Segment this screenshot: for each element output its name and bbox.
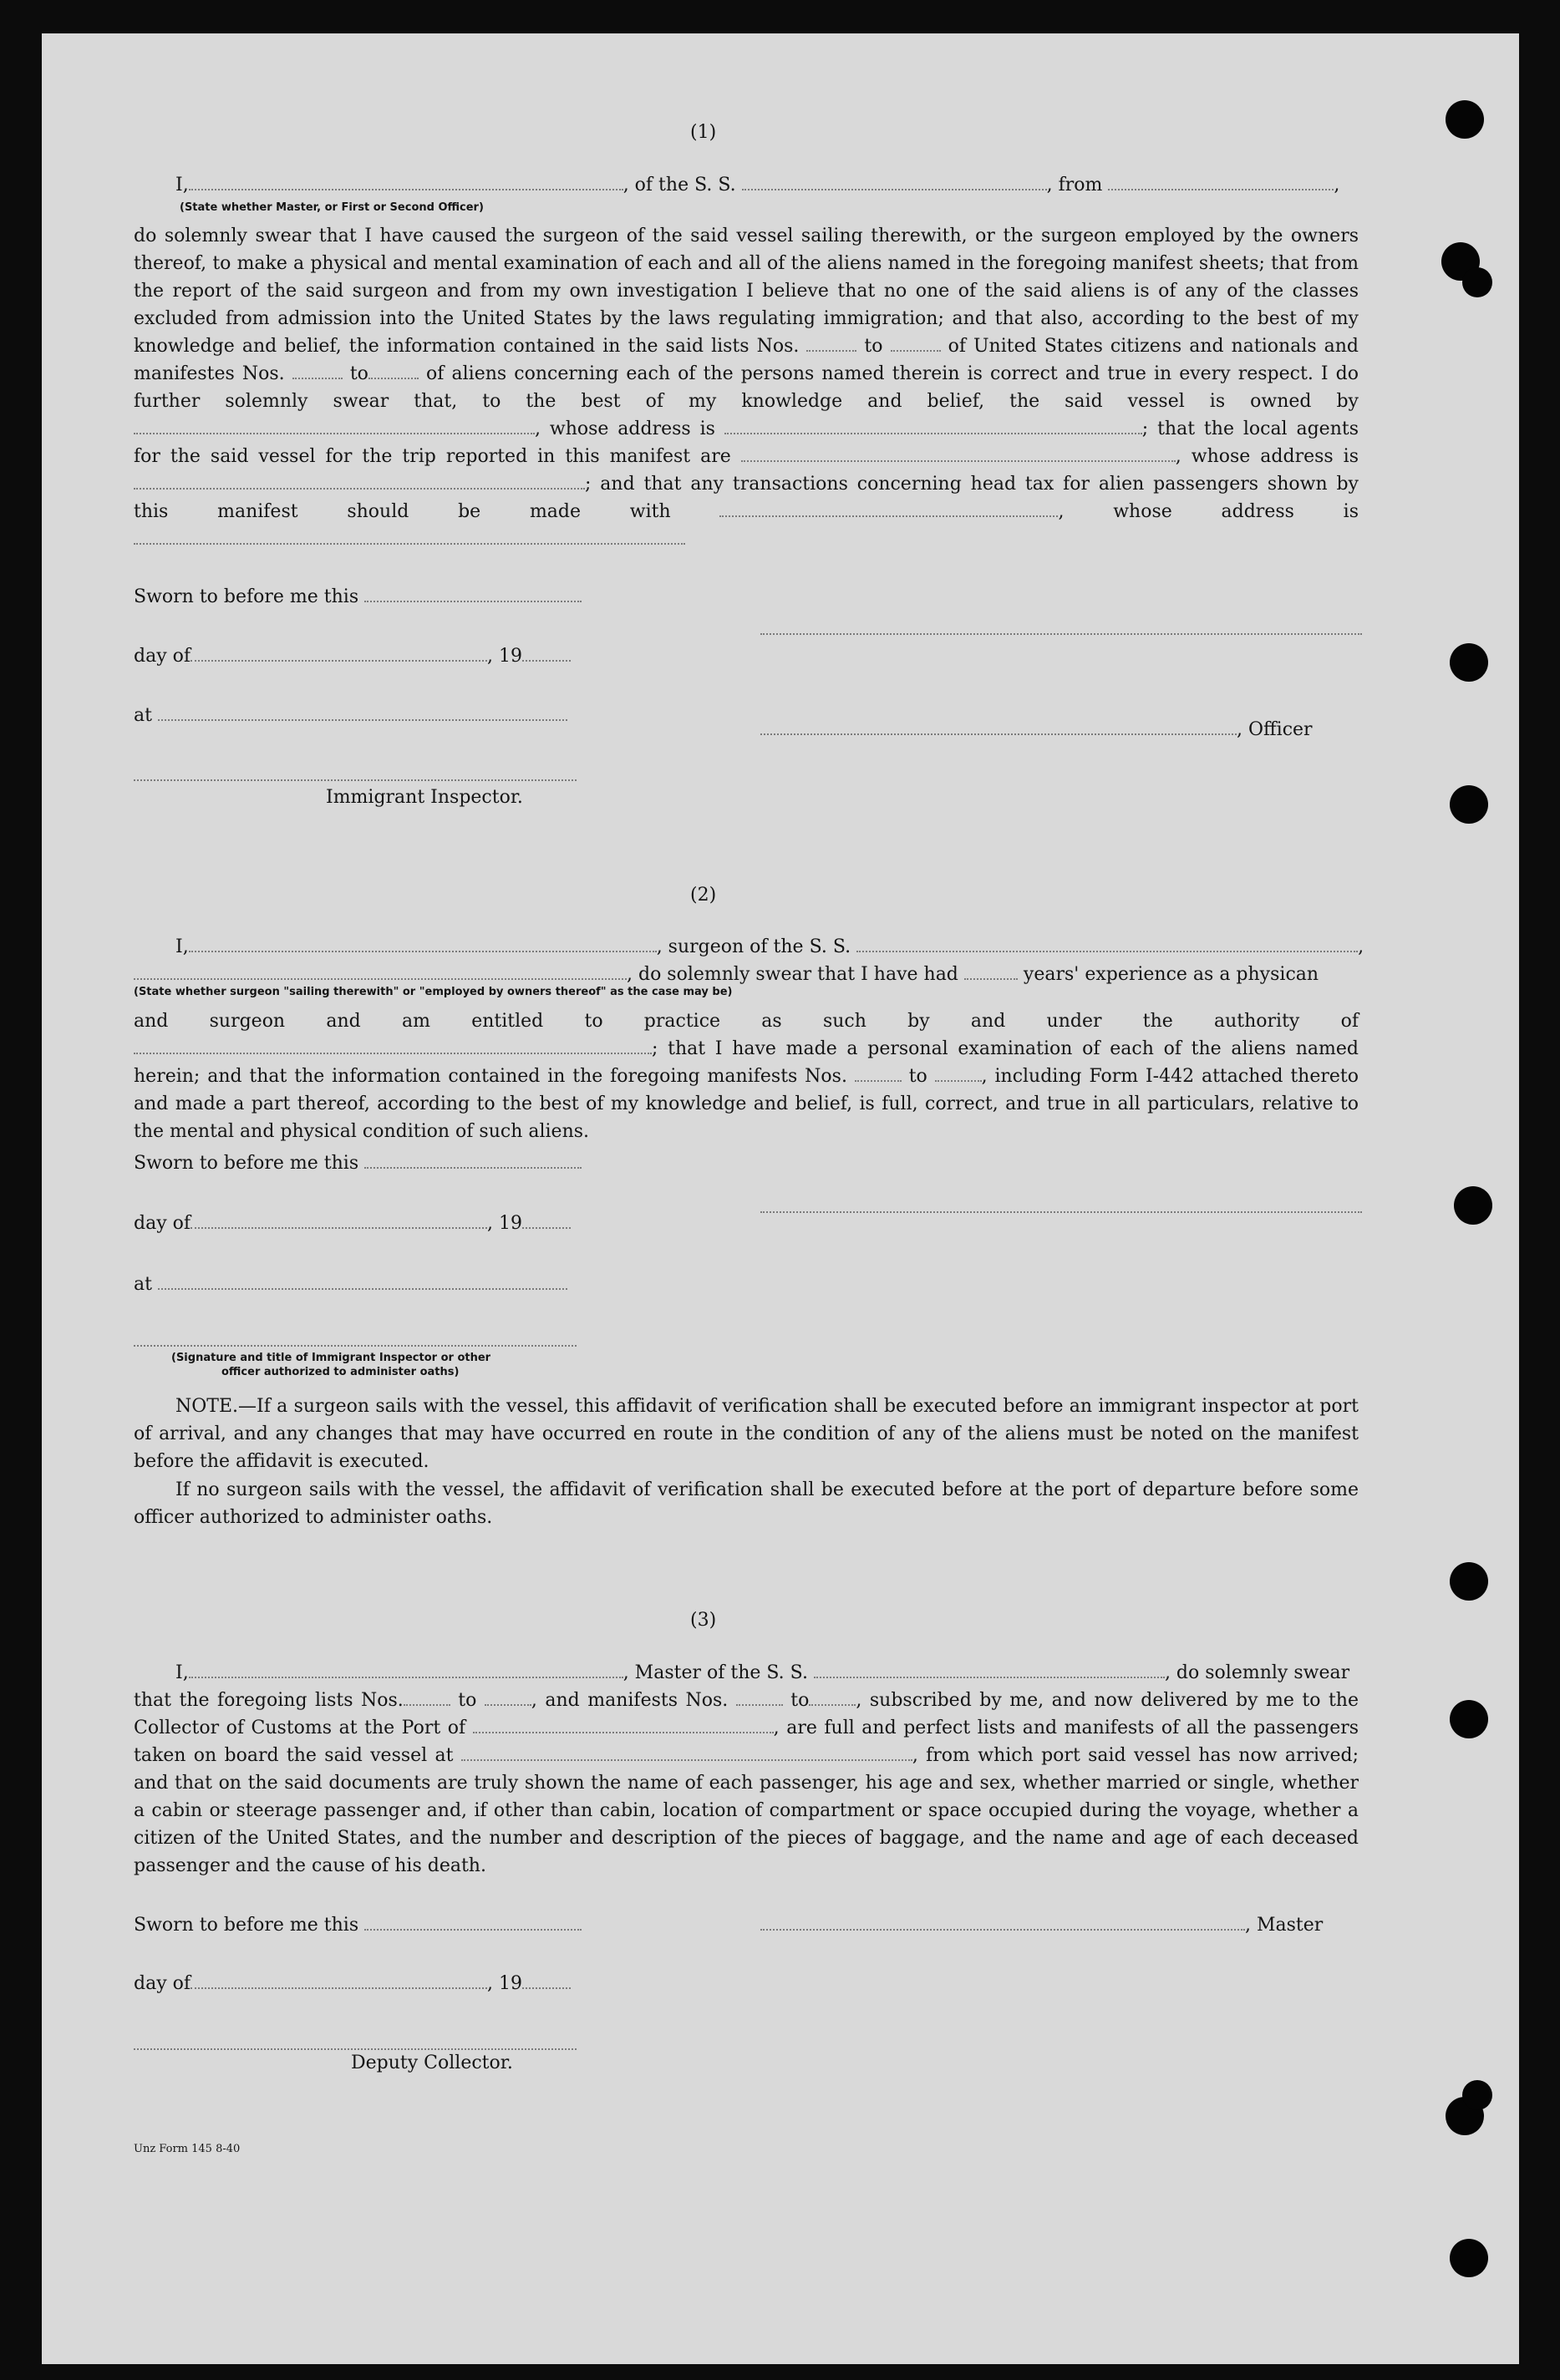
contact-address-field[interactable] [134, 528, 685, 545]
officer-line: , Officer [760, 716, 1313, 744]
citizens-list-to-field[interactable] [891, 335, 941, 352]
section3-paragraph: that the foregoing lists Nos. to , and manifests Nos. to , subscribed by me, and now delivered by me to the Collector of Customs at the Port of , are full and perfect lists and manifests of all the passengers taken on board the said vessel at , from which port said vessel has now arrived; and that on the said documents are truly shown the name of each passenger, his age and sex, whether married or single, whether a cabin or steerage passenger and, if other than cabin, location of compartment or space occupied during the voyage, whether a citizen of the United States, and the number and description of the pieces of baggage, and the name and age of each deceased passenger and the cause of his death. [134, 1690, 1359, 1876]
manifests-to-field[interactable] [809, 1689, 856, 1706]
sworn-month-field-2[interactable] [191, 1212, 487, 1229]
master-signature-field[interactable] [760, 1914, 1245, 1931]
sworn-year-field-2[interactable] [522, 1212, 571, 1229]
punch-hole [1450, 643, 1488, 682]
day-of-line-2: day of , 19 [134, 1210, 571, 1238]
manifest-to-field[interactable] [368, 363, 419, 379]
sworn-line-1: Sworn to before me this [134, 583, 582, 611]
section2-paragraph: and surgeon and am entitled to practice as such by and under the authority of; that I have made a personal examination of each of the aliens named herein; and that the information contained in the foregoing manifests Nos. to , including Form I-442 attached thereto and made a part thereof, according to the best of my knowledge and belief, is full, correct, and true in all particulars, relative to the mental and physical condition of such aliens. [134, 1011, 1359, 1142]
surgeon-status-field[interactable] [134, 963, 627, 980]
punch-hole [1462, 267, 1492, 297]
sworn-place-field[interactable] [158, 704, 567, 721]
master-declaration-line: I, , Master of the S. S. , do solemnly swear [175, 1662, 1350, 1683]
sworn-day-field-3[interactable] [364, 1914, 582, 1931]
master-oath-line: I, , of the S. S. , from , [175, 175, 1340, 195]
section-number: (2) [690, 885, 717, 906]
sworn-month-field-3[interactable] [191, 1972, 487, 1989]
years-experience-field[interactable] [964, 963, 1018, 980]
vessel-owner-field[interactable] [134, 418, 535, 434]
surgeon-signature-line[interactable] [760, 1211, 1362, 1213]
manifest-from-field[interactable] [292, 363, 343, 379]
local-agents-field[interactable] [741, 445, 1176, 462]
administering-officer-line[interactable] [134, 1345, 577, 1347]
punch-hole [1462, 2080, 1492, 2110]
port-from-field[interactable] [1108, 174, 1334, 190]
note-paragraph-2: If no surgeon sails with the vessel, the affidavit of verification shall be executed before at the port of departure before some officer authorized to administer oaths. [134, 1479, 1359, 1528]
owner-address-field[interactable] [724, 418, 1142, 434]
signature-line-1[interactable] [760, 633, 1362, 635]
sworn-day-field-2[interactable] [364, 1152, 582, 1169]
document-sheet [42, 33, 1519, 2364]
at-line-1: at [134, 702, 567, 730]
embarkation-port-field[interactable] [461, 1744, 912, 1761]
punch-hole [1450, 2239, 1488, 2277]
surgeon-name-field[interactable] [189, 936, 657, 952]
sworn-year-field[interactable] [522, 645, 571, 662]
sworn-line-2: Sworn to before me this [134, 1149, 582, 1178]
master-signature-line: , Master [760, 1911, 1323, 1940]
surgeon-vessel-field[interactable] [856, 936, 1358, 952]
sworn-place-field-2[interactable] [158, 1273, 567, 1290]
sworn-month-field[interactable] [191, 645, 487, 662]
punch-hole [1450, 1562, 1488, 1601]
signature-caption-line-1: (Signature and title of Immigrant Inspector or other [171, 1352, 491, 1364]
sworn-line-3: Sworn to before me this [134, 1911, 582, 1940]
surgeon-manifest-from-field[interactable] [855, 1065, 902, 1082]
lists-from-field[interactable] [404, 1689, 450, 1706]
punch-hole [1450, 785, 1488, 824]
master-vessel-field[interactable] [814, 1662, 1165, 1678]
customs-port-field[interactable] [473, 1717, 774, 1733]
sworn-day-field[interactable] [364, 586, 582, 602]
section-number: (3) [690, 1610, 717, 1631]
note-paragraph-1: NOTE.—If a surgeon sails with the vessel, this affidavit of verification shall be executed before an immigrant inspector at port of arrival, and any changes that may have occurred en route in the condition of any of the aliens must be noted on the manifest before the affidavit is executed. [134, 1396, 1359, 1472]
surgeon-manifest-to-field[interactable] [935, 1065, 982, 1082]
surgeon-experience-line: , do solemnly swear that I have had years' experience as a physican [134, 961, 1319, 989]
signature-caption-line-2: officer authorized to administer oaths) [221, 1366, 460, 1378]
section-number: (1) [690, 122, 717, 143]
agents-address-field[interactable] [134, 473, 585, 490]
head-tax-contact-field[interactable] [719, 500, 1058, 517]
sworn-year-field-3[interactable] [522, 1972, 571, 1989]
surgeon-oath-line: I, , surgeon of the S. S. , [175, 936, 1364, 957]
day-of-line-3: day of , 19 [134, 1970, 571, 1998]
form-identifier: Unz Form 145 8-40 [134, 2143, 241, 2155]
citizens-list-from-field[interactable] [806, 335, 856, 352]
manifests-from-field[interactable] [736, 1689, 783, 1706]
at-line-2: at [134, 1271, 567, 1299]
punch-hole [1454, 1186, 1492, 1225]
lists-to-field[interactable] [485, 1689, 531, 1706]
vessel-name-field[interactable] [742, 174, 1047, 190]
officer-signature-field[interactable] [760, 718, 1237, 735]
deputy-collector-label: Deputy Collector. [351, 2053, 513, 2073]
practice-authority-field[interactable] [134, 1038, 652, 1054]
day-of-line-1: day of , 19 [134, 642, 571, 671]
immigrant-inspector-label: Immigrant Inspector. [326, 787, 523, 808]
section1-paragraph: do solemnly swear that I have caused the surgeon of the said vessel sailing therewith, or the surgeon employed by the owners thereof, to make a physical and mental examination of each and all of the aliens named in the foregoing manifest sheets; that from the report of the said surgeon and from my own investigation I believe that no one of the said aliens is of any of the classes excluded from admission into the United States by the laws regulating immigration; and that also, according to the best of my knowledge and belief, the information contained in the said lists Nos. to of United States citizens and nationals and manifestes Nos. to of aliens concerning each of the persons named therein is correct and true in every respect. I do further solemnly swear that, to the best of my knowledge and belief, the said vessel is owned by , whose address is ; that the local agents for the said vessel for the trip reported in this manifest are , whose address is ; and that any transactions concerning head tax for alien passengers shown by this manifest should be made with , whose address is [134, 222, 1359, 553]
punch-hole [1446, 100, 1484, 139]
officer-caption: (State whether Master, or First or Second Officer) [180, 201, 484, 214]
punch-hole [1450, 1700, 1488, 1738]
surgeon-caption: (State whether surgeon "sailing therewith" or "employed by owners thereof" as the case may be) [134, 986, 733, 998]
master-name-field[interactable] [189, 1662, 623, 1678]
inspector-signature-line[interactable] [134, 779, 577, 781]
officer-name-field[interactable] [189, 174, 623, 190]
